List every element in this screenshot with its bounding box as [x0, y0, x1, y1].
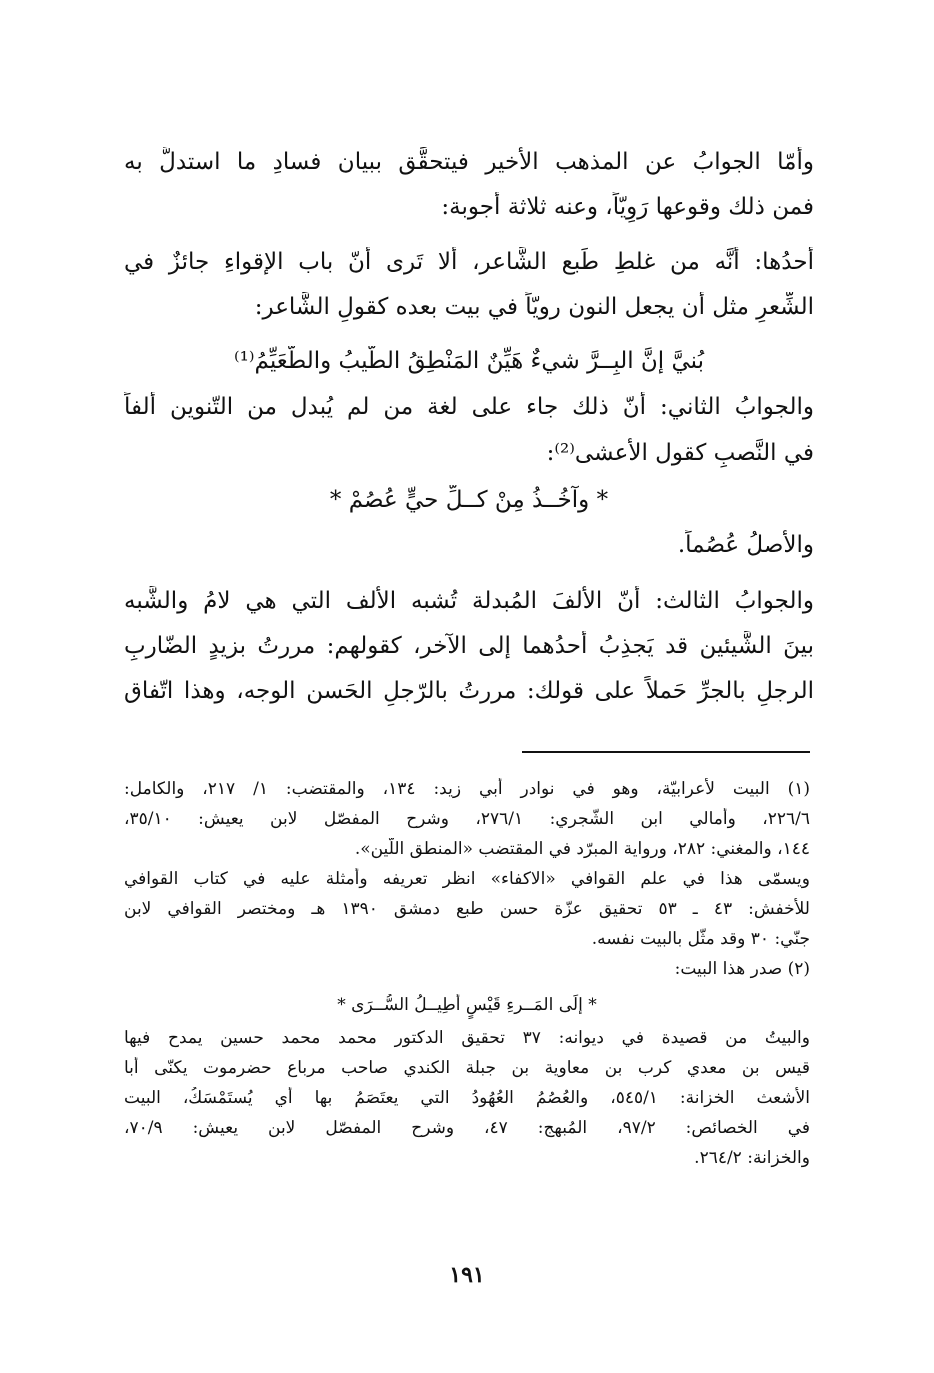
footnote-line-8: والبيتُ من قصيدة في ديوانه: ٣٧ تحقيق الدكتور محمد محمد حسين يمدح فيها: [124, 1028, 810, 1048]
body-line-5: والجوابُ الثاني: أنّ ذلك جاء على لغة من لم يُبدل من التّنوين ألفاً: [124, 394, 814, 420]
footnote-line-2: ٢٢٦/٦، وأمالي ابن الشّجري: ٢٧٦/١، وشرح المفصّل لابن يعيش: ٣٥/١٠،: [124, 809, 810, 829]
footnote-line-7: (٢) صدر هذا البيت:: [674, 959, 810, 979]
footnote-line-3: ١٤٤، والمغني: ٢٨٢، ورواية المبرّد في المقتضب «المنطق اللّين».: [354, 839, 810, 859]
body-line-1: وأمّا الجوابُ عن المذهب الأخير فيتحقَّق ببيان فسادِ ما استدلَّ به: [124, 149, 814, 175]
body-line-9: بينَ الشَّيئين قد يَجذِبُ أحدُهما إلى الآخر، كقولهم: مررتُ بزيدٍ الضّاربِ: [124, 633, 814, 659]
footnote-separator: [522, 751, 810, 753]
poem-verse-1: بُنيَّ إنَّ البِــرَّ شيءٌ هَيِّنٌ المَنْطِقُ الطَّيبُ والطُّعَيِّمُ⁽¹⁾: [233, 348, 705, 374]
page-number: ١٩١: [449, 1262, 485, 1288]
footnote-line-11: في الخصائص: ٩٧/٢، المُبهج: ٤٧، وشرح المفصّل لابن يعيش: ٧٠/٩،: [124, 1118, 810, 1138]
poem-verse-2: * وآخُــذُ مِنْ كــلِّ حيٍّ عُصُمْ *: [329, 487, 609, 513]
body-line-4: الشِّعرِ مثل أن يجعل النون رويّاً في بيت بعده كقولِ الشَّاعر:: [254, 294, 814, 320]
body-line-8: والجوابُ الثالث: أنّ الألفَ المُبدلة تُشبه الألف التي هي لامُ والشَّبه: [124, 588, 814, 614]
footnote-line-1: (١) البيت لأعرابيّة، وهو في نوادر أبي زيد: ١٣٤، والمقتضب: ١/ ٢١٧، والكامل:: [124, 779, 810, 799]
body-line-6: في النَّصبِ كقول الأعشى⁽²⁾:: [546, 440, 814, 466]
footnote-line-12: والخزانة: ٢٦٤/٢.: [694, 1148, 810, 1168]
body-line-7: والأصلُ عُصُماً.: [677, 532, 814, 558]
footnote-line-10: الأشعث الخزانة: ٥٤٥/١، والعُصُمُ العُهُودُ التي يعتَصَمُ بها أي يُستَمْسَكُ، البيت: [124, 1088, 810, 1108]
body-line-10: الرجلِ بالجرِّ حَملاً على قولك: مررتُ بالرّجلِ الحَسن الوجه، وهذا اتّفاق: [124, 678, 814, 704]
footnote-line-9: قيس بن معدي كرب بن معاوية بن جبلة الكندي صاحب مرباع حضرموت يكنّى أبا: [124, 1058, 810, 1078]
footnote-line-4: ويسمّى هذا في علم القوافي «الاكفاء» انظر تعريفه وأمثلة عليه في كتاب القوافي: [124, 869, 810, 889]
footnote-line-5: للأخفش: ٤٣ ـ ٥٣ تحقيق عزّة حسن طبع دمشق ١٣٩٠ هـ ومختصر القوافي لابن: [124, 899, 810, 919]
body-line-2: فمن ذلك وقوعها رَوِيّاً، وعنه ثلاثة أجوبة:: [441, 194, 814, 220]
footnote-verse: * إلَى المَــرءِ قَيْسٍ أطِيــلُ السُّــرَى *: [337, 995, 597, 1015]
body-line-3: أحدُها: أنَّه من غلطِ طَبع الشَّاعر، ألا تَرى أنّ باب الإقواءِ جائزٌ في: [124, 249, 814, 275]
footnote-line-6: جنّي: ٣٠ وقد مثّل بالبيت نفسه.: [591, 929, 810, 949]
